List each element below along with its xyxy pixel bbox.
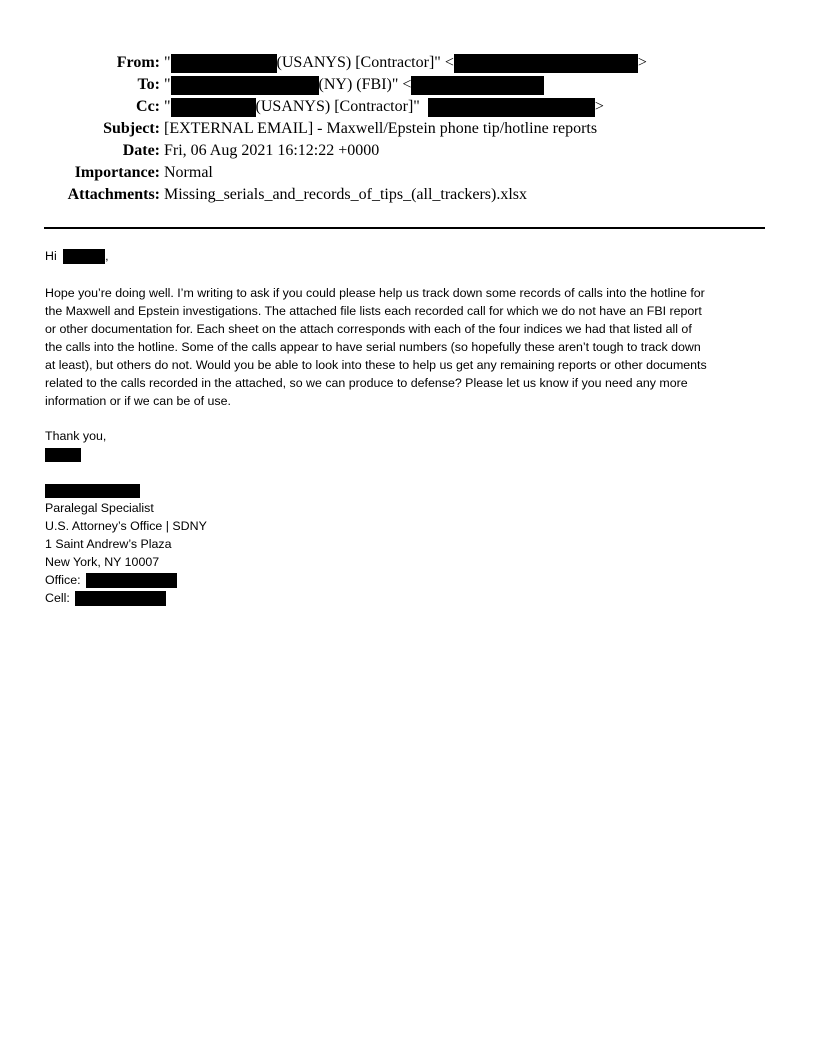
date-row <box>0 140 816 162</box>
to-label: To: <box>137 76 160 93</box>
body-line-7: information or if we can be of use. <box>45 394 231 408</box>
redaction-box <box>86 573 177 588</box>
redaction-box <box>45 448 81 462</box>
body-line-2: the Maxwell and Epstein investigations. The attached file lists each recorded call for which we do not have an FBI report <box>45 304 702 318</box>
importance-value: Normal <box>164 164 213 181</box>
redaction-box <box>454 54 638 73</box>
to-value: " (NY) (FBI)" < <box>164 74 544 96</box>
body-line-1: Hope you’re doing well. I’m writing to ask if you could please help us track down some records of calls into the hotline for <box>45 286 705 300</box>
importance-row <box>0 162 816 184</box>
body-line-6: related to the calls recorded in the attached, so we can produce to defense? Please let us know if you need any more <box>45 376 688 390</box>
importance-label: Importance: <box>74 164 160 181</box>
signature-org: U.S. Attorney’s Office | SDNY <box>45 519 207 533</box>
header-divider <box>44 227 765 229</box>
attachments-row <box>0 184 816 206</box>
greeting: Hi , <box>45 249 109 263</box>
cc-row <box>0 96 816 118</box>
redaction-box <box>171 98 256 117</box>
signature-cell: Cell: <box>45 589 166 607</box>
redaction-box <box>171 54 277 73</box>
from-label: From: <box>116 54 160 71</box>
redaction-box <box>411 76 544 95</box>
subject-label: Subject: <box>103 120 160 137</box>
signature-address-1: 1 Saint Andrew’s Plaza <box>45 537 172 551</box>
cc-value: " (USANYS) [Contractor]" > <box>164 98 604 115</box>
signature-address-2: New York, NY 10007 <box>45 555 160 569</box>
signature-office: Office: <box>45 571 177 589</box>
closing: Thank you, <box>45 429 107 443</box>
cc-label: Cc: <box>136 98 160 115</box>
redaction-box <box>428 98 595 117</box>
from-row <box>0 52 816 74</box>
redaction-box <box>63 249 105 264</box>
subject-row <box>0 118 816 140</box>
redaction-box <box>75 591 166 606</box>
to-row <box>0 74 816 96</box>
date-value: Fri, 06 Aug 2021 16:12:22 +0000 <box>164 142 380 159</box>
body-line-3: or other documentation for. Each sheet on the attach corresponds with each of the four indices we had that listed all of <box>45 322 692 336</box>
attachment-link[interactable]: Missing_serials_and_records_of_tips_(all_trackers).xlsx <box>164 186 528 203</box>
body-line-5: at least), but others do not. Would you be able to look into these to help us get any remaining reports or other documents <box>45 358 707 372</box>
from-value: " (USANYS) [Contractor]" < > <box>164 54 647 71</box>
body-line-4: the calls into the hotline. Some of the calls appear to have serial numbers (so hopefully these aren’t tough to track down <box>45 340 701 354</box>
signature-title: Paralegal Specialist <box>45 501 154 515</box>
date-label: Date: <box>122 142 160 159</box>
redaction-box <box>45 484 140 498</box>
attachments-label: Attachments: <box>67 186 160 203</box>
subject-value: [EXTERNAL EMAIL] - Maxwell/Epstein phone tip/hotline reports <box>164 120 598 137</box>
redaction-box <box>171 76 319 95</box>
